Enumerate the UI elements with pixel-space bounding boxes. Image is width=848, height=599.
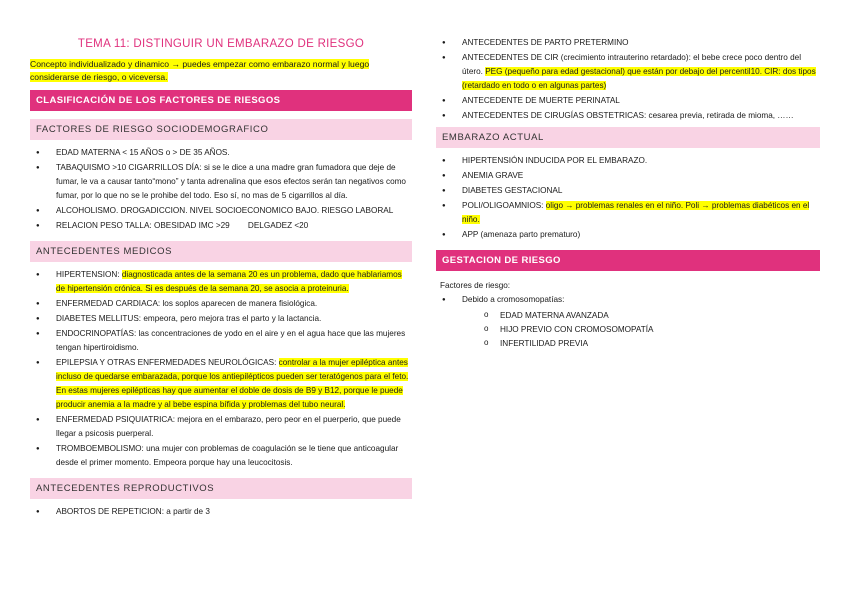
list-item: ● RELACION PESO TALLA: OBESIDAD IMC >29 DELGADEZ <20 bbox=[30, 219, 412, 233]
item-label: ANTECEDENTES DE CIR (crecimiento intrauterino retardado): el bebe crece poco dentro del útero. bbox=[462, 53, 802, 76]
item-highlight: PEG (pequeño para edad gestacional) que están por debajo del percentil10. CIR: dos tipos (retardado en todo o en algunas partes) bbox=[462, 67, 816, 90]
list-item: ● HIPERTENSIÓN INDUCIDA POR EL EMBARAZO. bbox=[436, 154, 820, 168]
embarazo-actual-list bbox=[436, 154, 820, 242]
item-label: HIPERTENSION: bbox=[56, 270, 122, 279]
right-column bbox=[436, 0, 820, 352]
list-item: ● ALCOHOLISMO. DROGADICCION. NIVEL SOCIOECONOMICO BAJO. RIESGO LABORAL bbox=[30, 204, 412, 218]
page-title: TEMA 11: DISTINGUIR UN EMBARAZO DE RIESGO bbox=[77, 38, 365, 50]
list-item: ● ENFERMEDAD CARDIACA: los soplos aparecen de manera fisiológica. bbox=[30, 297, 412, 311]
list-item-poli bbox=[436, 199, 820, 227]
section-heading-gestacion: GESTACION DE RIESGO bbox=[436, 250, 820, 271]
section-heading-clasificacion: CLASIFICACIÓN DE LOS FACTORES DE RIESGOS bbox=[30, 90, 412, 111]
list-item: ● ANTECEDENTE DE MUERTE PERINATAL bbox=[436, 94, 820, 108]
list-item: ● ABORTOS DE REPETICION: a partir de 3 bbox=[30, 505, 412, 519]
item-highlight: controlar a la mujer epiléptica antes incluso de quedarse embarazada, porque los antiepilépticos pueden ser teratógenos para el feto. En estas mujeres epilépticas hay que aumentar el doble de dosis de B9 y B12, porque le puede producir anemia a la madre y al bebe espina bífida y problemas del tubo neural. bbox=[56, 358, 409, 409]
list-item: ● TABAQUISMO >10 CIGARRILLOS DÍA: si se le dice a una madre gran fumadora que deje de fumar, le va a causar tanto“mono” y tanta adrenalina que esos efectos serán tan negativos como fumar, por lo que no se le prohibe del todo. Eso sí, no mas de 5 cigarrillos al día. bbox=[30, 161, 412, 203]
list-item: ● APP (amenaza parto prematuro) bbox=[436, 228, 820, 242]
sociodemografico-list bbox=[30, 146, 412, 233]
list-item-epilepsia bbox=[30, 356, 412, 412]
item-highlight: diagnosticada antes de la semana 20 es un problema, dado que hablariamos de hipertensión crónica. Si es después de la semana 20, se asocia a proteinuria. bbox=[56, 270, 402, 293]
list-item-hipertension bbox=[30, 268, 412, 296]
list-item-cir bbox=[436, 51, 820, 93]
list-item: ● ENDOCRINOPATÍAS: las concentraciones de yodo en el aire y en el agua hace que las mujeres tengan hipertiroidismo. bbox=[30, 327, 412, 355]
list-item: ● ANEMIA GRAVE bbox=[436, 169, 820, 183]
item-highlight: oligo → problemas renales en el niño. Poli → problemas diabéticos en el niño. bbox=[462, 201, 810, 224]
list-item: ● EDAD MATERNA < 15 AÑOS o > DE 35 AÑOS. bbox=[30, 146, 412, 160]
list-item-cromosomopatias bbox=[436, 293, 820, 351]
list-item: ● ENFERMEDAD PSIQUIATRICA: mejora en el embarazo, pero peor en el puerperio, que puede llegar a psicosis puerperal. bbox=[30, 413, 412, 441]
list-item: ● TROMBOEMBOLISMO: una mujer con problemas de coagulación se le tiene que anticoagular desde el primer momento. Empeora porque hay una leucocitosis. bbox=[30, 442, 412, 470]
item-label: EPILEPSIA Y OTRAS ENFERMEDADES NEUROLÓGICAS: bbox=[56, 358, 279, 367]
subsection-heading-reproductivos: ANTECEDENTES REPRODUCTIVOS bbox=[30, 478, 412, 499]
list-item: ● ANTECEDENTES DE PARTO PRETERMINO bbox=[436, 36, 820, 50]
sublist-item: o INFERTILIDAD PREVIA bbox=[462, 337, 820, 351]
reproductivos-list-right bbox=[436, 36, 820, 123]
sublist-item: o EDAD MATERNA AVANZADA bbox=[462, 309, 820, 323]
intro-text: Concepto individualizado y dinamico → puedes empezar como embarazo normal y luego considerarse de riesgo, o viceversa. bbox=[30, 59, 370, 82]
cromosomopatias-sublist bbox=[462, 309, 820, 351]
intro-paragraph bbox=[30, 58, 412, 84]
left-column bbox=[30, 0, 412, 520]
item-label: Debido a cromosomopatías: bbox=[462, 295, 565, 304]
list-item: ● ANTECEDENTES DE CIRUGÍAS OBSTETRICAS: cesarea previa, retirada de mioma, …… bbox=[436, 109, 820, 123]
factores-label: Factores de riesgo: bbox=[440, 281, 511, 290]
medicos-list bbox=[30, 268, 412, 470]
subsection-heading-medicos: ANTECEDENTES MEDICOS bbox=[30, 241, 412, 262]
gestacion-list bbox=[436, 293, 820, 351]
subsection-heading-sociodemografico: FACTORES DE RIESGO SOCIODEMOGRAFICO bbox=[30, 119, 412, 140]
reproductivos-list-left bbox=[30, 505, 412, 519]
list-item: ● DIABETES GESTACIONAL bbox=[436, 184, 820, 198]
list-item: ● DIABETES MELLITUS: empeora, pero mejora tras el parto y la lactancia. bbox=[30, 312, 412, 326]
subsection-heading-embarazo-actual: EMBARAZO ACTUAL bbox=[436, 127, 820, 148]
item-label: POLI/OLIGOAMNIOS: bbox=[462, 201, 546, 210]
sublist-item: o HIJO PREVIO CON CROMOSOMOPATÍA bbox=[462, 323, 820, 337]
